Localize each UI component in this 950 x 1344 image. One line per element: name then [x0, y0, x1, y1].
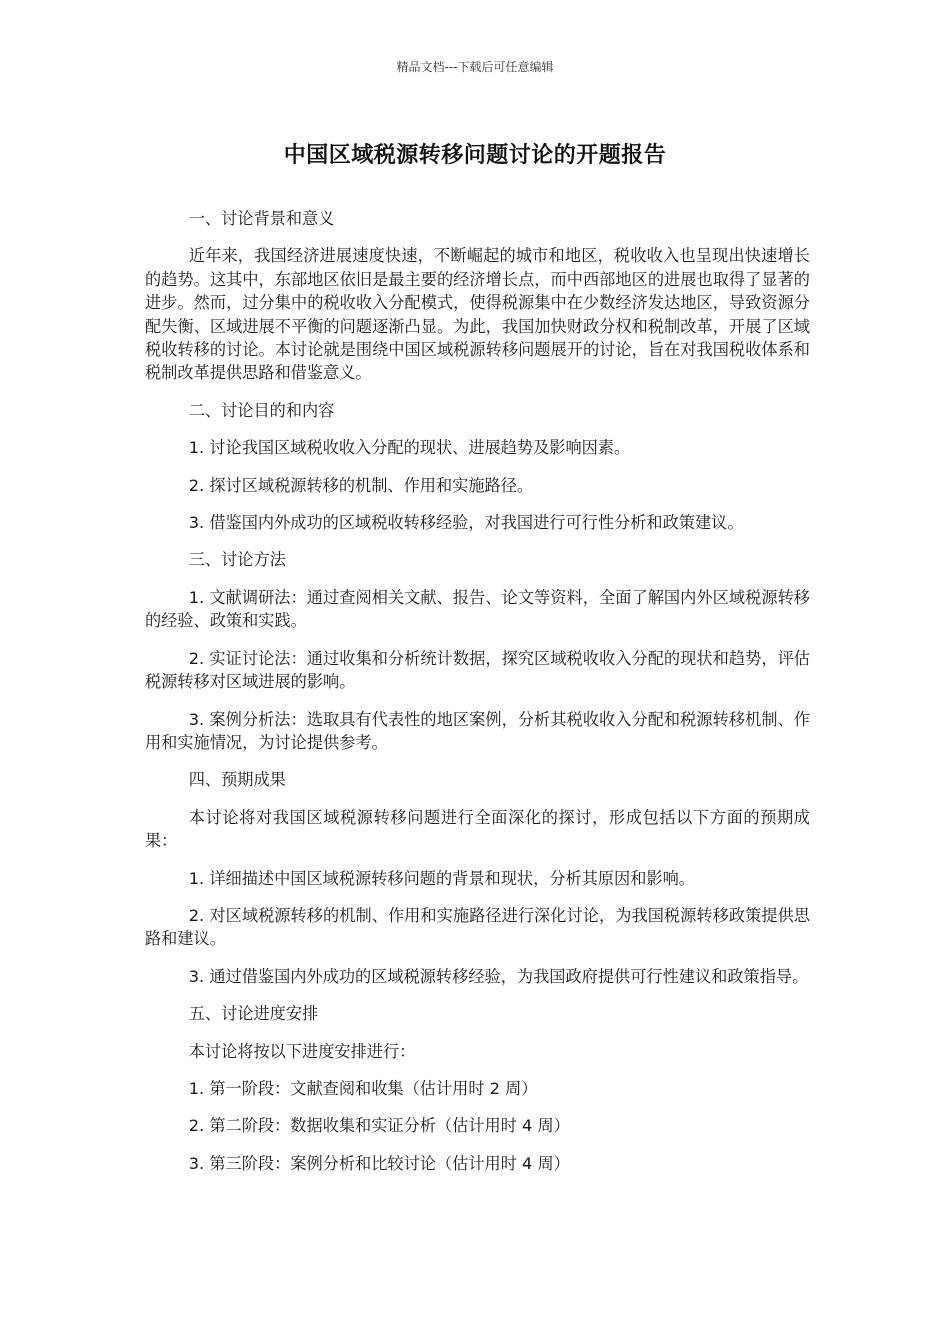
list-item-method-2: 2. 实证讨论法：通过收集和分析统计数据，探究区域税收收入分配的现状和趋势，评估税源转移对区域进展的影响。: [145, 648, 810, 692]
paragraph-background: 近年来，我国经济进展速度快速，不断崛起的城市和地区，税收收入也呈现出快速增长的趋势。这其中，东部地区依旧是最主要的经济增长点，而中西部地区的进展也取得了显著的进步。然而，过分集中的税收收入分配模式，使得税源集中在少数经济发达地区，导致资源分配失衡、区域进展不平衡的问题逐渐凸显。为此，我国加快财政分权和税制改革，开展了区域税收转移的讨论。本讨论就是围绕中国区域税源转移问题展开的讨论，旨在对我国税收体系和税制改革提供思路和借鉴意义。: [145, 246, 810, 383]
list-item-objective-2: 2. 探讨区域税源转移的机制、作用和实施路径。: [188, 475, 534, 495]
list-item-objective-1: 1. 讨论我国区域税收收入分配的现状、进展趋势及影响因素。: [188, 438, 631, 458]
list-item-outcome-2: 2. 对区域税源转移的机制、作用和实施路径进行深化讨论，为我国税源转移政策提供思路和建议。: [145, 905, 810, 949]
list-item-outcome-3: 3. 通过借鉴国内外成功的区域税源转移经验，为我国政府提供可行性建议和政策指导。: [188, 966, 809, 986]
list-item-stage-2: 2. 第二阶段：数据收集和实证分析（估计用时 4 周）: [188, 1116, 570, 1136]
paragraph-outcomes-intro: 本讨论将对我国区域税源转移问题进行全面深化的探讨，形成包括以下方面的预期成果：: [145, 807, 810, 851]
list-item-method-1: 1. 文献调研法：通过查阅相关文献、报告、论文等资料，全面了解国内外区域税源转移的经验、政策和实践。: [145, 587, 810, 631]
list-item-objective-3: 3. 借鉴国内外成功的区域税收转移经验，对我国进行可行性分析和政策建议。: [188, 513, 744, 533]
paragraph-schedule-intro: 本讨论将按以下进度安排进行：: [188, 1041, 416, 1061]
list-item-outcome-1: 1. 详细描述中国区域税源转移问题的背景和现状，分析其原因和影响。: [188, 868, 695, 888]
section-heading-background: 一、讨论背景和意义: [188, 209, 335, 228]
document-title: 中国区域税源转移问题讨论的开题报告: [283, 143, 667, 168]
list-item-method-3: 3. 案例分析法：选取具有代表性的地区案例，分析其税收收入分配和税源转移机制、作用和实施情况，为讨论提供参考。: [145, 709, 810, 752]
section-heading-methods: 三、讨论方法: [188, 550, 286, 570]
header-note: 精品文档---下载后可任意编辑: [396, 60, 554, 74]
section-heading-objectives: 二、讨论目的和内容: [188, 400, 335, 420]
document-body: [145, 207, 810, 1189]
list-item-stage-3: 3. 第三阶段：案例分析和比较讨论（估计用时 4 周）: [188, 1153, 570, 1173]
section-heading-outcomes: 四、预期成果: [188, 770, 286, 790]
list-item-stage-1: 1. 第一阶段：文献查阅和收集（估计用时 2 周）: [188, 1078, 538, 1098]
section-heading-schedule: 五、讨论进度安排: [188, 1004, 319, 1024]
